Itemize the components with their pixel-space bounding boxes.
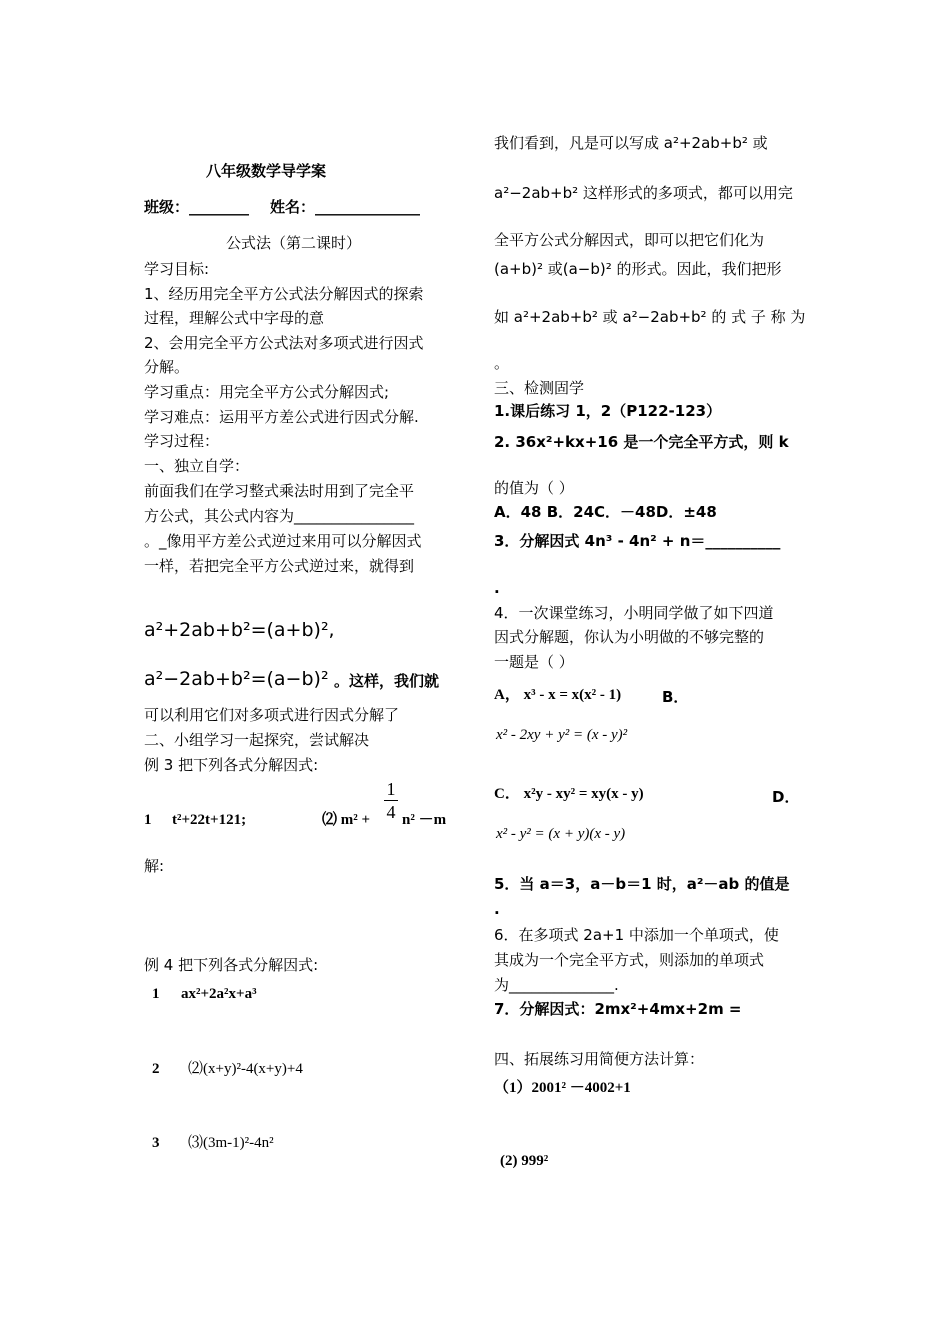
formula-diff-square-tail: 。这样，我们就 (334, 672, 440, 690)
section2-heading: 二、小组学习一起探究，尝试解决 (144, 731, 370, 749)
solution-label: 解: (144, 857, 165, 875)
question4-option-d-label: D． (772, 788, 800, 806)
example4-item3: ⑶(3m-1)²-4n² (188, 1135, 274, 1151)
extension-q2: (2) 999² (500, 1153, 549, 1169)
question4-line3: 一题是（ ） (494, 653, 574, 671)
fraction-one-quarter (382, 778, 400, 823)
extension-q1: （1）2001² －4002+1 (494, 1080, 631, 1096)
example3-item2-suffix: n² －m (402, 812, 447, 828)
question2-options: A．48 B．24C．－48D．±48 (494, 503, 717, 521)
section1-para-line4: 一样，若把完全平方公式逆过来，就得到 (144, 557, 415, 575)
question3: 3．分解因式 4n³ - 4n² + n＝__________ (494, 532, 781, 550)
section1-para-line1: 前面我们在学习整式乘法时用到了完全平 (144, 482, 415, 500)
intro-line4: (a+b)² 或(a−b)² 的形式。因此，我们把形 (494, 260, 782, 278)
formula-sum-square: a²+2ab+b²=(a+b)², (144, 619, 335, 641)
example4-title: 例 4 把下列各式分解因式: (144, 956, 319, 974)
intro-line1: 我们看到，凡是可以写成 a²+2ab+b² 或 (494, 134, 768, 152)
intro-line2: a²−2ab+b² 这样形式的多项式，都可以用完 (494, 184, 793, 202)
example4-item1: ax²+2a²x+a³ (181, 986, 257, 1002)
question4-line1: 4．一次课堂练习，小明同学做了如下四道 (494, 604, 774, 622)
intro-line6: 。 (494, 354, 510, 372)
section1-para-line3: 。_像用平方差公式逆过来用可以分解因式 (144, 532, 422, 550)
objective-2-line1: 2、会用完全平方公式法对多项式进行因式 (144, 334, 424, 352)
example4-item2-number: 2 (152, 1061, 160, 1077)
section4-heading: 四、拓展练习用简便方法计算： (494, 1050, 705, 1068)
difficulty: 学习难点：运用平方差公式进行因式分解. (144, 408, 419, 426)
example3-title: 例 3 把下列各式分解因式: (144, 756, 319, 774)
question4-option-b-label: B． (662, 688, 689, 706)
question5: 5．当 a＝3，a－b＝1 时，a²－ab 的值是 (494, 875, 790, 893)
question7: 7．分解因式：2mx²+4mx+2m = (494, 1000, 742, 1018)
question2-blank: 的值为（ ） (494, 479, 574, 497)
example3-item2-prefix: ⑵ m² + (322, 812, 371, 828)
section3-heading: 三、检测固学 (494, 379, 585, 397)
fraction-denominator: 4 (386, 802, 396, 822)
intro-line3: 全平方公式分解因式，即可以把它们化为 (494, 231, 765, 249)
example3-item1-number: 1 (144, 812, 152, 828)
section1-para-line5: 可以利用它们对多项式进行因式分解了 (144, 706, 400, 724)
question4-option-a: A， x³ - x = x(x² - 1) (494, 687, 622, 703)
question4-option-b: x² - 2xy + y² = (x - y)² (496, 727, 628, 743)
lesson-title: 公式法（第二课时） (226, 234, 362, 252)
example4-item3-number: 3 (152, 1135, 160, 1151)
fraction-numerator: 1 (386, 779, 396, 799)
objectives-heading: 学习目标: (144, 260, 210, 278)
question4-option-c: C． x²y - xy² = xy(x - y) (494, 786, 644, 802)
class-field-label: 班级：________ (144, 198, 250, 216)
question4-option-d: x² - y² = (x + y)(x - y) (496, 826, 626, 842)
name-field-label: 姓名：______________ (270, 198, 421, 216)
process-heading: 学习过程： (144, 432, 220, 450)
question5-dot: . (494, 900, 500, 918)
question6-line3: 为______________. (494, 976, 619, 994)
question4-line2: 因式分解题，你认为小明做的不够完整的 (494, 628, 765, 646)
example4-item1-number: 1 (152, 986, 160, 1002)
objective-2-line2: 分解。 (144, 358, 190, 376)
question6-line1: 6．在多项式 2a+1 中添加一个单项式，使 (494, 926, 779, 944)
objective-1-line2: 过程，理解公式中字母的意 (144, 309, 325, 327)
question6-line2: 其成为一个完全平方式，则添加的单项式 (494, 951, 765, 969)
document-title: 八年级数学导学案 (206, 162, 327, 180)
example3-item1: t²+22t+121; (172, 812, 247, 828)
formula-diff-square: a²−2ab+b²=(a−b)² (144, 668, 329, 690)
question1: 1.课后练习 1，2（P122-123） (494, 402, 722, 420)
question2: 2. 36x²+kx+16 是一个完全平方式，则 k (494, 433, 789, 451)
section1-para-line2: 方公式，其公式内容为________________ (144, 507, 415, 525)
objective-1-line1: 1、经历用完全平方公式法分解因式的探索 (144, 285, 424, 303)
example4-item2: ⑵(x+y)²-4(x+y)+4 (188, 1061, 303, 1077)
section1-heading: 一、独立自学： (144, 457, 250, 475)
question3-dot: . (494, 579, 500, 597)
intro-line5: 如 a²+2ab+b² 或 a²−2ab+b² 的 式 子 称 为 (494, 308, 806, 326)
key-point: 学习重点：用完全平方公式分解因式; (144, 383, 390, 401)
